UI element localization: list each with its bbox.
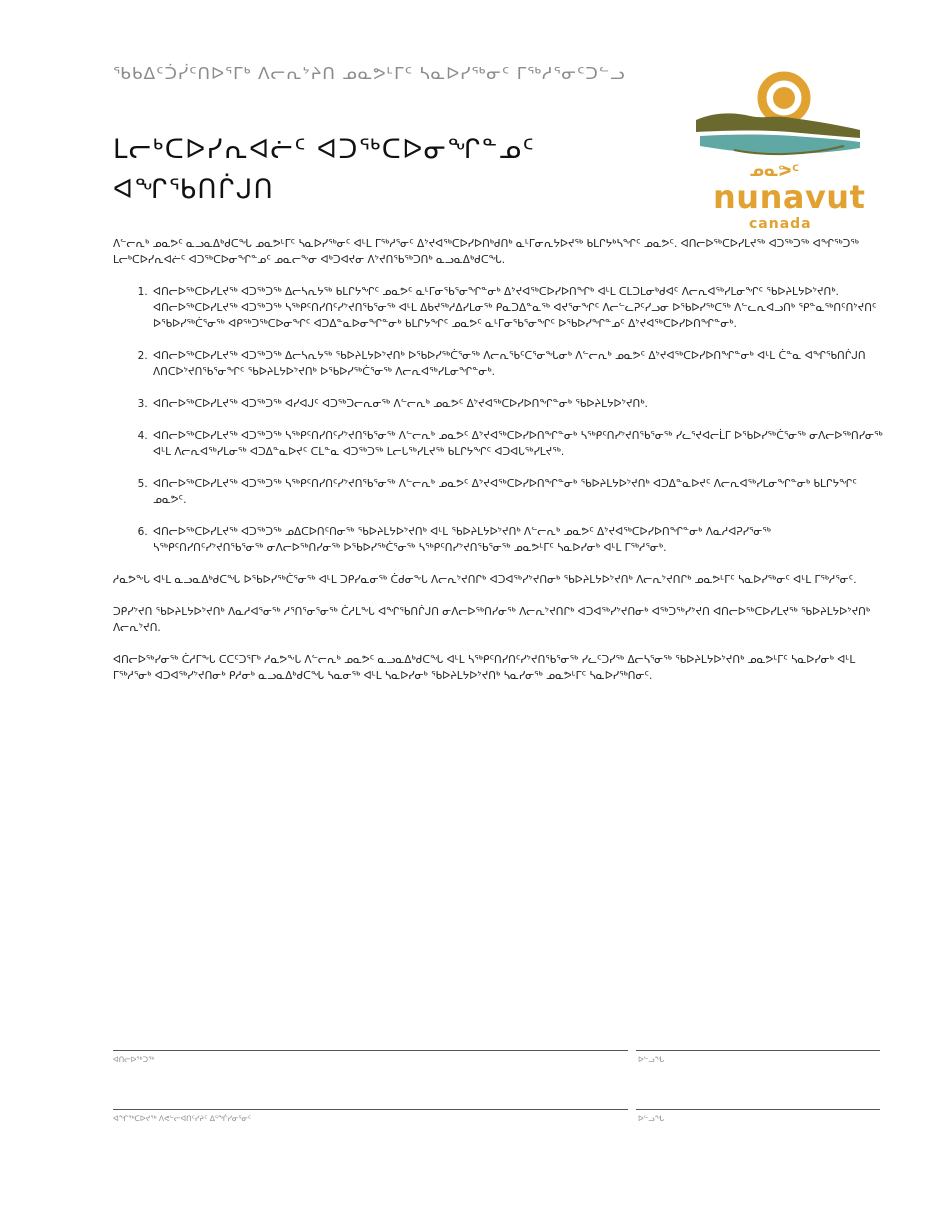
list-item: 5. ᐊᑎᓕᐅᖅᑕᐅᓯᒪᔪᖅ ᐊᑐᖅᑐᖅ ᓴᖅᑭᑦᑎᓯᑎᑦᓯᔾᔪᑎᖃᕐᓂᖅ ᐱᓪᓕᕆᒃ ᓄᓇᕗᑦ ᐃᔾᔪᐊᖅᑕᐅᓯᐅᑎᖏᓐᓂᒃ ᖃᐅᔨᒪᔭᐅᔾᔪᑎᒃ ᐊᑐᐃᓐᓇᐅᔪᑦ ᐱᓕᕆᐊᖅᓯᒪᓂᖏᓐᓂᒃ ᑲᒪᒋᔭᖏᑦ ᓄᓇᕗᑦ. [151,476,883,508]
document-body [113,236,883,700]
logo-water-icon [700,135,860,155]
official-signature-line[interactable] [113,1109,628,1110]
logo-syllabics: ᓄᓇᕗᑦ [750,162,800,180]
date-label-1: ᐅᓪᓗᖓ [638,1055,665,1064]
department-name: ᖃᑲᐃᑦᑑᓰᑦᑎᐅᕐᒥᒃ ᐱᓕᕆᔾᔨᑎ ᓄᓇᕗᒻᒥᑦ ᓴᓇᐅᓯᖅᓂᑦ ᒥᖅᓱᕐᓂᑦᑐᓪᓗ [113,64,626,84]
title-line-2: ᐊᖏᖃᑎᒌᒍᑎ [113,175,275,205]
list-item: 3. ᐊᑎᓕᐅᖅᑕᐅᓯᒪᔪᖅ ᐊᑐᖅᑐᖅ ᐊᓯᐊᒍᑦ ᐊᑐᖅᑐᓕᕆᓂᖅ ᐱᓪᓕᕆᒃ ᓄᓇᕗᑦ ᐃᔾᔪᐊᖅᑕᐅᓯᐅᑎᖏᓐᓂᒃ ᖃᐅᔨᒪᔭᐅᔾᔪᑎᒃ. [151,396,883,412]
applicant-label: ᐊᑎᓕᐅᖅᑐᖅ [113,1055,155,1064]
date-line-1[interactable] [636,1050,880,1051]
list-item: 6. ᐊᑎᓕᐅᖅᑕᐅᓯᒪᔪᖅ ᐊᑐᖅᑐᖅ ᓄᐃᑕᐅᑎᑦᑎᓂᖅ ᖃᐅᔨᒪᔭᐅᔾᔪᑎᒃ ᐊᒻᒪ ᖃᐅᔨᒪᔭᐅᔾᔪᑎᒃ ᐱᓪᓕᕆᒃ ᓄᓇᕗᑦ ᐃᔾᔪᐊᖅᑕᐅᓯᐅᑎᖏᓐᓂᒃ ᐱᓇᓱᐊᕈᓯᕐᓂᖅ ᓴᖅᑭᑦᑎᓯᑎᑦᓯᔾᔪᑎᖃᕐᓂᖅ ᓂᐱᓕᐅᖅᑎᓯᓂᖅ ᐅᖃᐅᓯᖅᑖᕐᓂᖅ ᓴᖅᑭᑦᑎᓯᔾᔪᑎᖃᕐᓂᖅ ᓄᓇᕗᒻᒥᑦ ᓴᓇᐅᓯᓂᒃ ᐊᒻᒪ ᒥᖅᓱᕐᓂᒃ. [151,524,883,556]
date-line-2[interactable] [636,1109,880,1110]
intro-paragraph: ᐱᓪᓕᕆᒃ ᓄᓇᕗᑦ ᓇᓗᓇᐃᒃᑯᑕᖓ ᓄᓇᕗᒻᒥᑦ ᓴᓇᐅᓯᖅᓂᑦ ᐊᒻᒪ ᒥᖅᓱᕐᓂᑦ ᐃᔾᔪᐊᖅᑕᐅᓯᐅᑎᒃᑯᑎᒃ ᓇᒻᒥᓂᕆᔭᐅᔪᖅ ᑲᒪᒋᔭᒃᓴᖏᑦ ᓄᓇᕗᑦ. ᐊᑎᓕᐅᖅᑕᐅᓯᒪᔪᖅ ᐊᑐᖅᑐᖅ ᐊᖏᖅᑐᖅ ᒪᓕᒃᑕᐅᓯᕆᐊᓖᑦ ᐊᑐᖅᑕᐅᓂᖏᓐᓄᑦ ᓄᓇᓕᖕᓂ ᐊᒃᑐᐊᔪᓂ ᐱᔾᔪᑎᖃᖅᑐᑎᒃ ᓇᓗᓇᐃᒃᑯᑕᖓ. [113,238,859,266]
numbered-list [113,284,883,556]
list-item: 1. ᐊᑎᓕᐅᖅᑕᐅᓯᒪᔪᖅ ᐊᑐᖅᑐᖅ ᐃᓕᓴᕆᔭᖅ ᑲᒪᒋᔭᖏᑦ ᓄᓇᕗᑦ ᓇᒻᒥᓂᖃᕐᓂᖏᓐᓂᒃ ᐃᔾᔪᐊᖅᑕᐅᓯᐅᑎᖏᒃ ᐊᒻᒪ ᑕᒪᑐᒪᓂᒃᑯᐊᑦ ᐱᓕᕆᐊᖅᓯᒪᓂᖏᑦ ᖃᐅᔨᒪᔭᐅᔾᔪᑎᒃ. ᐊᑎᓕᐅᖅᑕᐅᓯᒪᔪᖅ ᐊᑐᖅᑐᖅ ᓴᖅᑭᑦᑎᓯᑎᑦᓯᔾᔪᑎᖃᕐᓂᖅ ᐊᒻᒪ ᐃᑲᔪᖅᓱᐃᓯᒪᓂᖅ ᑭᓇᑐᐃᓐᓇᖅ ᐊᔪᕐᓂᖏᑦ ᐱᓕᓪᓚᕈᑦᓯᓗᓂ ᐅᖃᐅᓯᖅᑕᖅ ᐱᓪᓚᕆᐊᓗᑎᒃ ᕿᓐᓇᖅᑎᑦᑎᔾᔪᑎᑦ ᐅᖃᐅᓯᖅᑖᕐᓂᖅ ᐊᑭᖅᑐᖅᑕᐅᓂᖏᑦ ᐊᑐᐃᓐᓇᐅᓂᖏᓐᓂᒃ ᑲᒪᒋᔭᖏᑦ ᓄᓇᕗᑦ ᓇᒻᒥᓂᖃᕐᓂᖏᑦ ᐅᖃᐅᓯᖏᓐᓄᑦ ᐃᔾᔪᐊᖅᑕᐅᓯᐅᑎᖏᓐᓂᒃ. [151,284,883,332]
closing-paragraph: ᓱᓇᕗᖕᒐ ᐊᒻᒪ ᓇᓗᓇᐃᒃᑯᑕᖓ ᐅᖃᐅᓯᖅᑖᕐᓂᖅ ᐊᒻᒪ ᑐᑭᓯᓇᓂᖅ ᑖᑯᓂᖕᒐ ᐱᓕᕆᔾᔪᑎᒋᒃ ᐊᑐᐊᖅᓯᔾᔪᑎᓂᒃ ᖃᐅᔨᒪᔭᐅᔾᔪᑎᒃ ᐱᓕᕆᔾᔪᑎᒋᒃ ᓄᓇᕗᒻᒥᑦ ᓴᓇᐅᓯᖅᓂᑦ ᐊᒻᒪ ᒥᖅᓱᕐᓂᑦ. [113,574,857,586]
logo-country: canada [749,216,812,232]
logo-wordmark: nunavut [713,178,866,216]
list-item: 4. ᐊᑎᓕᐅᖅᑕᐅᓯᒪᔪᖅ ᐊᑐᖅᑐᖅ ᓴᖅᑭᑦᑎᓯᑎᑦᓯᔾᔪᑎᖃᕐᓂᖅ ᐱᓪᓕᕆᒃ ᓄᓇᕗᑦ ᐃᔾᔪᐊᖅᑕᐅᓯᐅᑎᖏᓐᓂᒃ ᓴᖅᑭᑦᑎᓯᔾᔪᑎᖃᕐᓂᖅ ᓯᓚᕐᔪᐊᓕᒫᒥ ᐅᖃᐅᓯᖅᑖᕐᓂᖅ ᓂᐱᓕᐅᖅᑎᓯᓂᖅ ᐊᒻᒪ ᐱᓕᕆᐊᖅᓯᒪᓂᖅ ᐊᑐᐃᓐᓇᐅᔪᑦ ᑕᒪᓐᓇ ᐊᑐᖅᑐᖅ ᒪᓕᒐᖅᓯᒪᔪᖅ ᑲᒪᒋᔭᖏᑦ ᐊᑐᐊᒐᖅᓯᒪᔪᖅ. [151,428,883,460]
official-label: ᐊᖏᖅᑕᐅᔪᖅ ᐱᕙᓪᓕᐊᑎᑦᓯᔨᑦ ᐃᕐᖐᓯᓂᕐᓂᑦ [113,1114,252,1123]
date-label-2: ᐅᓪᓗᖓ [638,1114,665,1123]
list-item: 2. ᐊᑎᓕᐅᖅᑕᐅᓯᒪᔪᖅ ᐊᑐᖅᑐᖅ ᐃᓕᓴᕆᔭᖅ ᖃᐅᔨᒪᔭᐅᔾᔪᑎᒃ ᐅᖃᐅᓯᖅᑖᕐᓂᖅ ᐱᓕᕆᖃᑦᑕᕐᓂᖓᓂᒃ ᐱᓪᓕᕆᒃ ᓄᓇᕗᑦ ᐃᔾᔪᐊᖅᑕᐅᓯᐅᑎᖏᓐᓂᒃ ᐊᒻᒪ ᑖᓐᓇ ᐊᖏᖃᑎᒌᒍᑎ ᐱᑎᑕᐅᔾᔪᑎᖃᕐᓂᖏᑦ ᖃᐅᔨᒪᔭᐅᔾᔪᑎᒃ ᐅᖃᐅᓯᖅᑖᕐᓂᖅ ᐱᓕᕆᐊᖅᓯᒪᓂᖏᓐᓂᒃ. [151,348,883,380]
logo-land-icon [696,113,860,138]
page-title [113,130,673,210]
closing-paragraph: ᑐᑭᓯᔾᔪᑎ ᖃᐅᔨᒪᔭᐅᔾᔪᑎᒃ ᐱᓇᓱᐊᕐᓂᖅ ᓱᕐᑎᕐᓂᕐᓂᖅ ᑖᓱᒪᖕᒐ ᐊᖏᖃᑎᒌᒍᑎ ᓂᐱᓕᐅᖅᑎᓯᓂᖅ ᐱᓕᕆᔾᔪᑎᒋᒃ ᐊᑐᐊᖅᓯᔾᔪᑎᓂᒃ ᐊᖅᑐᖅᓯᔾᔪᑎ ᐊᑎᓕᐅᖅᑕᐅᓯᒪᔪᖅ ᖃᐅᔨᒪᔭᐅᔾᔪᑎᒃ ᐱᓕᕆᔾᔪᑎ. [113,606,871,634]
title-line-1: ᒪᓕᒃᑕᐅᓯᕆᐊᓖᑦ ᐊᑐᖅᑕᐅᓂᖏᓐᓄᑦ [113,135,536,165]
closing-paragraph: ᐊᑎᓕᐅᖅᓯᓂᖅ ᑖᓱᒥᖕᒐ ᑕᑕᑦᑐᕐᒥᒃ ᓱᓇᕗᖕᒐ ᐱᓪᓕᕆᒃ ᓄᓇᕗᑦ ᓇᓗᓇᐃᒃᑯᑕᖓ ᐊᒻᒪ ᓴᖅᑭᑦᑎᓯᑎᑦᓯᔾᔪᑎᖃᕐᓂᖅ ᓯᓚᑦᑐᓯᖅ ᐃᓕᓴᕐᓂᖅ ᖃᐅᔨᒪᔭᐅᔾᔪᑎᒃ ᓄᓇᕗᒻᒥᑦ ᓴᓇᐅᓯᓂᒃ ᐊᒻᒪ ᒥᖅᓱᕐᓂᒃ ᐊᑐᐊᖅᓯᔾᔪᑎᓂᒃ ᑭᓱᓂᒃ ᓇᓗᓇᐃᒃᑯᑕᖓ ᓴᓇᓂᖅ ᐊᒻᒪ ᓴᓇᐅᓯᓂᒃ ᖃᐅᔨᒪᔭᐅᔾᔪᑎᒃ ᓴᓇᓯᓂᖅ ᓄᓇᕗᒻᒥᑦ ᓴᓇᐅᓯᖅᑎᓂᑦ. [113,654,856,682]
applicant-signature-line[interactable] [113,1050,628,1051]
